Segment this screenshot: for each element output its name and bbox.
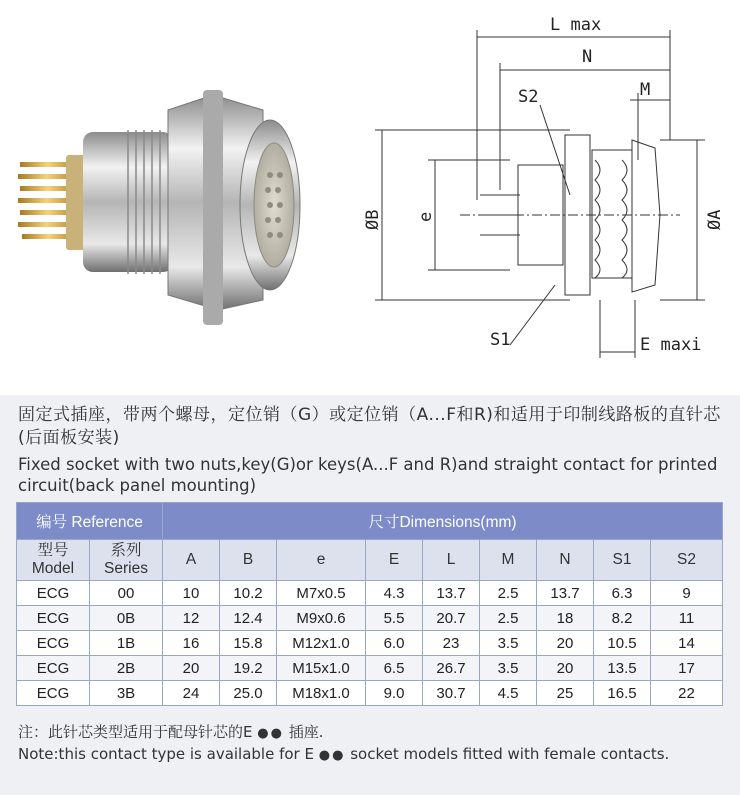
- dim-a: ØA: [705, 209, 725, 230]
- table-cell: 6.3: [594, 581, 651, 606]
- reference-header: 编号 Reference: [17, 503, 163, 540]
- column-header: B: [220, 540, 277, 581]
- dim-b: ØB: [363, 209, 383, 230]
- column-header: E: [366, 540, 423, 581]
- dim-s2: S2: [518, 87, 539, 107]
- table-row: [17, 631, 723, 656]
- table-row: [17, 681, 723, 706]
- table-cell: 12: [163, 606, 220, 631]
- table-cell: M12x1.0: [277, 631, 366, 656]
- table-cell: 24: [163, 681, 220, 706]
- table-cell: 20: [537, 656, 594, 681]
- table-cell: 6.0: [366, 631, 423, 656]
- footnote-chinese: [18, 722, 728, 744]
- footnote-english: [18, 744, 728, 766]
- table-cell: 25.0: [220, 681, 277, 706]
- table-cell: 10.2: [220, 581, 277, 606]
- table-cell: 20: [163, 656, 220, 681]
- dots-symbol: ●●: [318, 748, 346, 763]
- table-cell: 0B: [90, 606, 163, 631]
- table-cell: M15x1.0: [277, 656, 366, 681]
- table-cell: ECG: [17, 606, 90, 631]
- dim-s1: S1: [490, 330, 511, 350]
- connector-photo: [8, 70, 308, 340]
- table-cell: 13.7: [423, 581, 480, 606]
- table-cell: 23: [423, 631, 480, 656]
- table-cell: ECG: [17, 656, 90, 681]
- series-header-cn: 系列: [110, 542, 142, 559]
- table-cell: M9x0.6: [277, 606, 366, 631]
- dimensions-header: 尺寸Dimensions(mm): [163, 503, 723, 540]
- table-cell: 2.5: [480, 606, 537, 631]
- table-cell: 14: [651, 631, 723, 656]
- table-cell: M7x0.5: [277, 581, 366, 606]
- column-header: e: [277, 540, 366, 581]
- table-cell: 25: [537, 681, 594, 706]
- table-cell: ECG: [17, 581, 90, 606]
- dimensions-table: [16, 502, 723, 706]
- table-cell: 9.0: [366, 681, 423, 706]
- table-row: [17, 656, 723, 681]
- footnote: [18, 722, 728, 766]
- table-cell: 3.5: [480, 631, 537, 656]
- table-cell: 18: [537, 606, 594, 631]
- product-figure-area: [0, 0, 740, 395]
- table-cell: 8.2: [594, 606, 651, 631]
- footnote-en-before: Note:this contact type is available for E: [18, 745, 314, 763]
- table-cell: 10.5: [594, 631, 651, 656]
- table-row: [17, 606, 723, 631]
- table-cell: 12.4: [220, 606, 277, 631]
- table-cell: 20: [537, 631, 594, 656]
- table-cell: ECG: [17, 631, 90, 656]
- table-cell: 3.5: [480, 656, 537, 681]
- product-description: [18, 404, 728, 496]
- table-cell: 1B: [90, 631, 163, 656]
- column-header: S1: [594, 540, 651, 581]
- description-english: Fixed socket with two nuts,key(G)or keys(A...F and R)and straight contact for printed circuit(back panel mounting): [18, 455, 718, 495]
- model-header: [17, 540, 90, 581]
- dots-symbol: ●●: [257, 726, 284, 741]
- series-header: [90, 540, 163, 581]
- table-cell: 15.8: [220, 631, 277, 656]
- table-cell: 2B: [90, 656, 163, 681]
- footnote-cn-after: 插座.: [288, 723, 324, 741]
- footnote-cn-before: 注：此针芯类型适用于配母针芯的E: [18, 723, 253, 741]
- table-cell: 30.7: [423, 681, 480, 706]
- table-cell: 16: [163, 631, 220, 656]
- table-cell: 2.5: [480, 581, 537, 606]
- model-header-cn: 型号: [37, 542, 69, 559]
- table-cell: 26.7: [423, 656, 480, 681]
- table-cell: 17: [651, 656, 723, 681]
- dim-m: M: [640, 80, 651, 100]
- footnote-en-after: socket models fitted with female contacts.: [350, 745, 670, 763]
- table-cell: 20.7: [423, 606, 480, 631]
- series-header-en: Series: [104, 560, 148, 577]
- table-cell: 13.7: [537, 581, 594, 606]
- table-cell: 4.3: [366, 581, 423, 606]
- column-header: M: [480, 540, 537, 581]
- table-cell: M18x1.0: [277, 681, 366, 706]
- table-cell: 9: [651, 581, 723, 606]
- table-cell: 13.5: [594, 656, 651, 681]
- dim-e: e: [416, 211, 436, 222]
- table-cell: 00: [90, 581, 163, 606]
- description-chinese: 固定式插座，带两个螺母，定位销（G）或定位销（A...F和R)和适用于印制线路板的直针芯(后面板安装): [18, 405, 721, 448]
- table-cell: ECG: [17, 681, 90, 706]
- table-cell: 5.5: [366, 606, 423, 631]
- dim-e-maxi: E maxi: [640, 335, 702, 355]
- table-row: [17, 581, 723, 606]
- table-cell: 6.5: [366, 656, 423, 681]
- column-header: N: [537, 540, 594, 581]
- table-cell: 4.5: [480, 681, 537, 706]
- column-header: S2: [651, 540, 723, 581]
- table-cell: 10: [163, 581, 220, 606]
- column-header: L: [423, 540, 480, 581]
- table-cell: 19.2: [220, 656, 277, 681]
- dim-l-max: L max: [550, 15, 602, 35]
- table-cell: 3B: [90, 681, 163, 706]
- model-header-en: Model: [31, 560, 75, 577]
- table-cell: 11: [651, 606, 723, 631]
- dim-n: N: [582, 47, 593, 67]
- table-cell: 22: [651, 681, 723, 706]
- column-header: A: [163, 540, 220, 581]
- table-cell: 16.5: [594, 681, 651, 706]
- dimension-drawing: [360, 0, 740, 395]
